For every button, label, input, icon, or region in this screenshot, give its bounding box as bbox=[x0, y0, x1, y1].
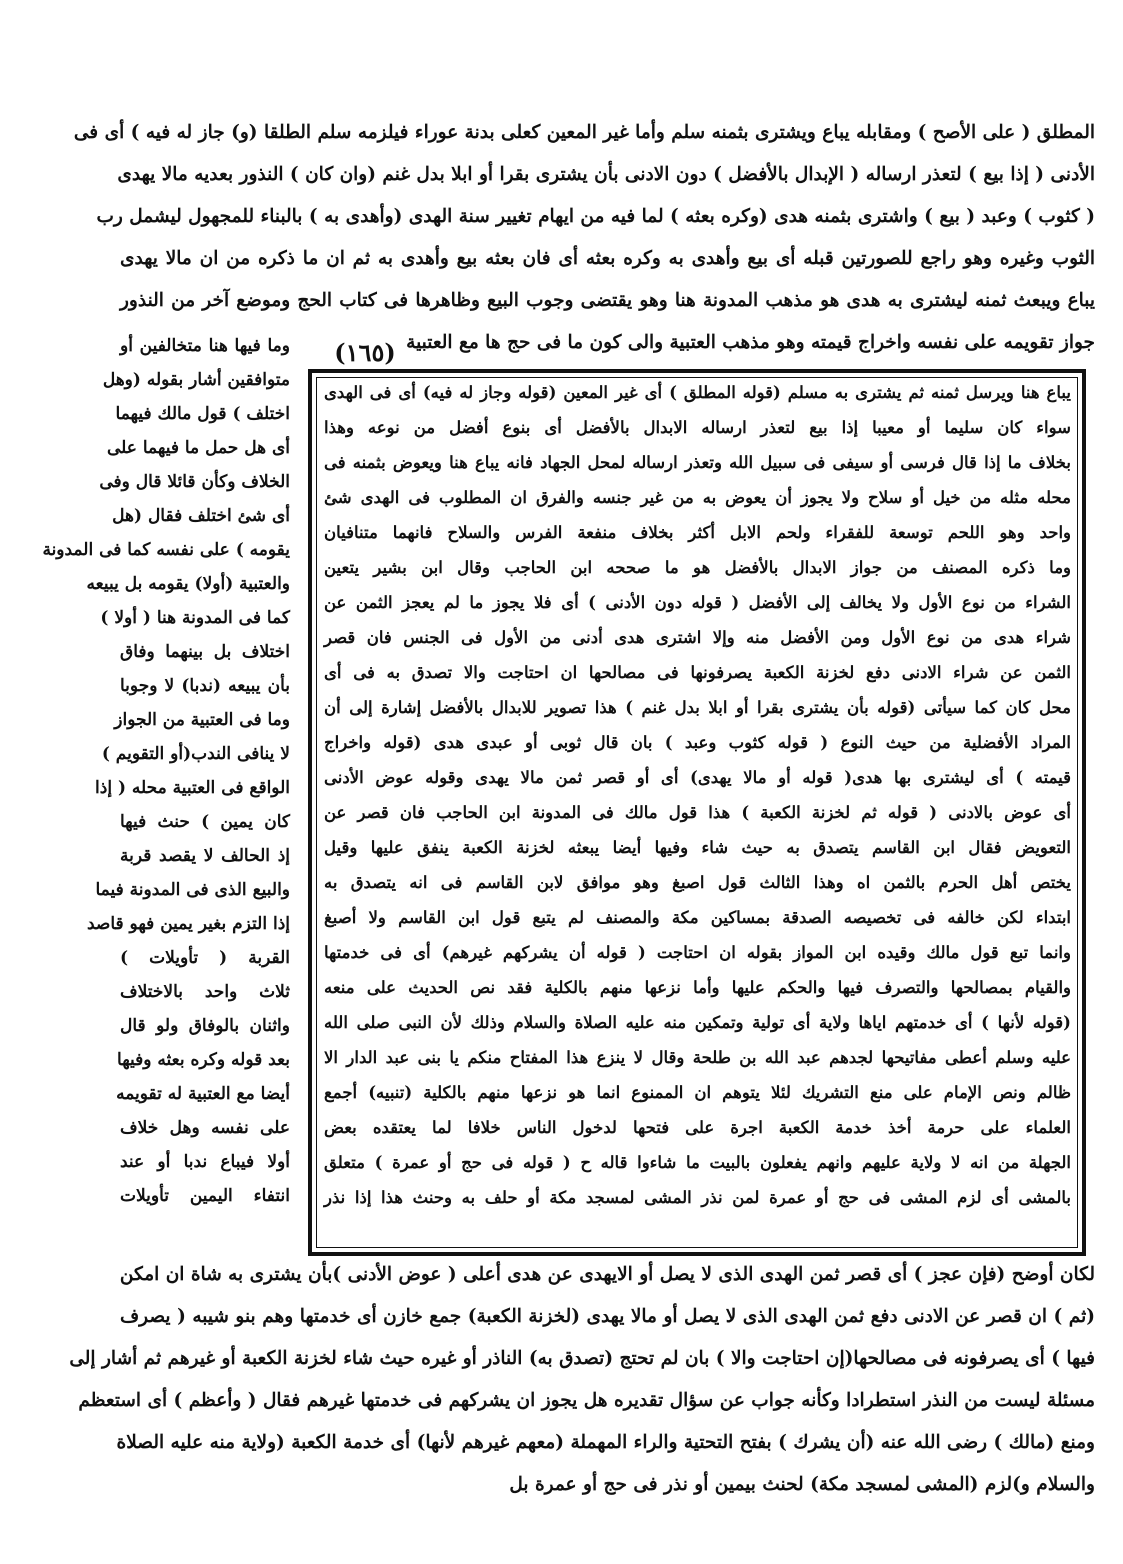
text-line: والسلام و)لزم (المشى لمسجد مكة) لحنث بيمين أو نذر فى حج أو عمرة بل bbox=[509, 1474, 1095, 1495]
margin-line: متوافقين أشار بقوله (وهل bbox=[102, 370, 290, 390]
text-line: يباع ويبعث ثمنه ليشترى به هدى هو مذهب المدونة هنا وهو يقتضى وجوب البيع وظاهرها فى كتاب الحج وموضع آخر من النذور bbox=[120, 290, 1095, 311]
text-line: جواز تقويمه على نفسه واخراج قيمته وهو مذهب العتبية والى كون ما فى حج ها مع العتبية bbox=[406, 332, 1095, 353]
commentary-line: ابتداء لكن خالفه فى تخصيصه الصدقة بمساكين مكة والمصنف لم يتبع قول ابن القاسم ولا أصبغ bbox=[324, 908, 1071, 927]
margin-line: والعتبية (أولا) يقومه بل يبيعه bbox=[86, 574, 290, 594]
text-line: (ثم ) ان قصر عن الادنى دفع ثمن الهدى الذى لا يصل أو مالا يهدى (لخزنة الكعبة) جمع خازن أى خدمتها وهم بنو شيبه ( يصرف bbox=[120, 1306, 1095, 1327]
margin-line: الواقع فى العتبية محله ( إذا bbox=[95, 778, 290, 798]
commentary-line: وما ذكره المصنف من جواز الابدال بالأفضل هو ما صححه ابن الحاجب وقال ابن بشير يتعين bbox=[324, 558, 1071, 577]
commentary-line: المراد الأفضلية من حيث النوع ( قوله كثوب وعبد ) بان قال ثوبى أو عبدى هدى (قوله واخراج bbox=[324, 733, 1071, 752]
commentary-line: وانما تبع قول مالك وقيده ابن المواز بقوله ان احتاجت ( قوله أن يشركهم غيرهم) أى فى خدمتها bbox=[324, 943, 1071, 962]
margin-line: الخلاف وكأن قائلا قال وفى bbox=[99, 472, 290, 492]
margin-line: والبيع الذى فى المدونة فيما bbox=[95, 880, 290, 900]
commentary-line: محل كان كما سيأتى (قوله بأن يشترى بقرا أو ابلا بدل غنم ) هذا تصوير للابدال بالأفضل إشارة إلى أن bbox=[324, 698, 1071, 717]
margin-line: اختلاف بل بينهما وفاق bbox=[120, 642, 290, 662]
margin-line: ثلاث واحد بالاختلاف bbox=[120, 982, 290, 1002]
page-number: (١٦٥) bbox=[334, 338, 396, 367]
margin-line: إذ الحالف لا يقصد قربة bbox=[120, 846, 290, 866]
commentary-line: الثمن عن شراء الادنى دفع لخزنة الكعبة يصرفونها فى مصالحها ان احتاجت والا تصدق به فى أى bbox=[324, 663, 1071, 682]
margin-line: بعد قوله وكره بعثه وفيها bbox=[117, 1050, 290, 1070]
commentary-line: التعويض فقال ابن القاسم يتصدق به حيث شاء وفيها أيضا يبعثه لخزنة الكعبة ينفق عليها وقيل bbox=[324, 838, 1071, 857]
text-line: ( كثوب ) وعبد ( بيع ) واشترى بثمنه هدى (وكره بعثه ) لما فيه من ايهام تغيير سنة الهدى (وأهدى به ) بالبناء للمجهول ليشمل رب bbox=[96, 206, 1095, 227]
margin-line: واثنان بالوفاق ولو قال bbox=[120, 1016, 290, 1036]
commentary-line: قيمته ) أى ليشترى بها هدى( قوله أو مالا يهدى) أى أو قصر ثمن مالا يهدى وقوله عوض الأدنى bbox=[324, 768, 1071, 787]
margin-line: أولا فيباع ندبا أو عند bbox=[120, 1152, 290, 1172]
margin-line: بأن يبيعه (ندبا) لا وجوبا bbox=[120, 676, 290, 696]
commentary-line: الجهلة من انه لا ولاية عليهم وانهم يفعلون بالبيت ما شاءوا قاله ح ( قوله فى حج أو عمرة ) متعلق bbox=[324, 1153, 1071, 1172]
margin-line: وما فى العتبية من الجواز bbox=[114, 710, 290, 730]
commentary-line: شراء هدى من نوع الأول ومن الأفضل منه وإلا اشترى هدى أدنى من الأول فى الجنس فان قصر bbox=[324, 628, 1071, 647]
commentary-line: ظالم ونص الإمام على منع التشريك لئلا يتوهم ان الممنوع انما هو نزعها منهم بالكلية (تنبيه) أجمع bbox=[324, 1083, 1071, 1102]
text-line: مسئلة ليست من النذر استطرادا وكأنه جواب عن سؤال تقديره هل يجوز ان يشركهم فى خدمتها غيرهم فقال ( وأعظم ) أى استعظم bbox=[78, 1390, 1095, 1411]
commentary-line: محله مثله من خيل أو سلاح ولا يجوز أن يعوض به من غير جنسه والفرق ان المطلوب فى الهدى شئ bbox=[324, 488, 1071, 507]
commentary-line: الشراء من نوع الأول ولا يخالف إلى الأفضل ( قوله دون الأدنى ) أى فلا يجوز ما لم يعجز الثمن عن bbox=[324, 593, 1071, 612]
margin-line: كان يمين ) حنث فيها bbox=[120, 812, 290, 832]
margin-line: يقومه ) على نفسه كما فى المدونة bbox=[42, 540, 290, 560]
text-line: الأدنى ( إذا بيع ) لتعذر ارساله ( الإبدال بالأفضل ) دون الادنى بأن يشترى بقرا أو ابلا بدل غنم (وان كان ) النذور بعديه مالا يهدى bbox=[117, 164, 1095, 185]
margin-line: أى شئ اختلف فقال (هل bbox=[112, 506, 290, 526]
margin-line: أيضا مع العتبية له تقويمه bbox=[116, 1084, 290, 1104]
text-line: ومنع (مالك ) رضى الله عنه (أن يشرك ) بفتح التحتية والراء المهملة (معهم غيرهم لأنها) أى خدمة الكعبة (ولاية منه عليه الصلاة bbox=[116, 1432, 1095, 1453]
margin-line: لا ينافى الندب(أو التقويم ) bbox=[101, 744, 290, 764]
text-line: الثوب وغيره وهو راجع للصورتين قبله أى بيع وأهدى به وكره بعثه أى فان بعثه بيع وأهدى به ثم ان ما ذكره من ان مالا يهدى bbox=[120, 248, 1095, 269]
commentary-line: بخلاف ما إذا قال فرسى أو سيفى فى سبيل الله وتعذر ارساله لمحل الجهاد فانه يباع هنا ويعوض بثمنه فى bbox=[324, 453, 1071, 472]
margin-line: القربة ( تأويلات ) bbox=[120, 948, 290, 968]
commentary-line: واحد وهو اللحم توسعة للفقراء ولحم الابل أكثر بخلاف منفعة الفرس والسلاح فانهما متنافيان bbox=[324, 523, 1071, 542]
margin-line: على نفسه وهل خلاف bbox=[120, 1118, 290, 1138]
text-line: المطلق ( على الأصح ) ومقابله يباع ويشترى بثمنه سلم وأما غير المعين كعلى بدنة عوراء فيلزمه سلم الطلقا (و) جاز له فيه ) أى فى bbox=[73, 122, 1095, 143]
text-line: لكان أوضح (فإن عجز ) أى قصر ثمن الهدى الذى لا يصل أو الايهدى عن هدى أعلى ( عوض الأدنى )بأن يشترى به شاة ان امكن bbox=[119, 1264, 1095, 1285]
margin-line: اختلف ) قول مالك فيهما bbox=[115, 404, 290, 424]
commentary-line: عليه وسلم أعطى مفاتيحها لجدهم عبد الله بن طلحة وقال لا ينزع هذا المفتاح منكم يا بنى عبد الدار الا bbox=[324, 1048, 1071, 1067]
margin-line: كما فى المدونة هنا ( أولا ) bbox=[100, 608, 290, 628]
commentary-line: أى عوض بالادنى ( قوله ثم لخزنة الكعبة ) هذا قول مالك فى المدونة ابن الحاجب فان قصر عن bbox=[324, 803, 1071, 822]
margin-line: انتفاء اليمين تأويلات bbox=[120, 1186, 290, 1206]
commentary-line: العلماء على حرمة أخذ خدمة الكعبة اجرة على فتحها لدخول الناس خلافا لما يعتقده بعض bbox=[324, 1118, 1071, 1137]
margin-line: أى هل حمل ما فيهما على bbox=[107, 438, 290, 458]
margin-line: إذا التزم بغير يمين فهو قاصد bbox=[86, 914, 290, 934]
commentary-line: بالمشى أى لزم المشى فى حج أو عمرة لمن نذر المشى لمسجد مكة أو حلف به وحنث هذا إذا نذر bbox=[324, 1188, 1071, 1207]
commentary-line: (قوله لأنها ) أى خدمتهم اياها ولاية أى تولية وتمكين منه عليه الصلاة والسلام وذلك لأن النبى صلى الله bbox=[324, 1013, 1071, 1032]
commentary-line: والقيام بمصالحها والتصرف فيها والحكم عليها وأما نزعها منهم بالكلية فقد نص الحديث على منعه bbox=[324, 978, 1071, 997]
commentary-line: يختص أهل الحرم بالثمن اه وهذا الثالث قول اصبغ وهو موافق لابن القاسم فى انه يتصدق به bbox=[324, 873, 1071, 892]
margin-line: وما فيها هنا متخالفين أو bbox=[120, 336, 290, 356]
commentary-line: يباع هنا ويرسل ثمنه ثم يشترى به مسلم (قوله المطلق ) أى غير المعين (قوله وجاز له فيه) أى فى الهدى bbox=[324, 383, 1071, 402]
commentary-line: سواء كان سليما أو معيبا إذا بيع لتعذر ارساله الابدال بالأفضل أى بنوع أفضل من نوعه وهذا bbox=[324, 418, 1071, 437]
text-line: فيها ) أى يصرفونه فى مصالحها(إن احتاجت والا ) بان لم تحتج (تصدق به) الناذر أو غيره حيث شاء لخزنة الكعبة أو غيرهم ثم أشار إلى bbox=[69, 1348, 1095, 1369]
